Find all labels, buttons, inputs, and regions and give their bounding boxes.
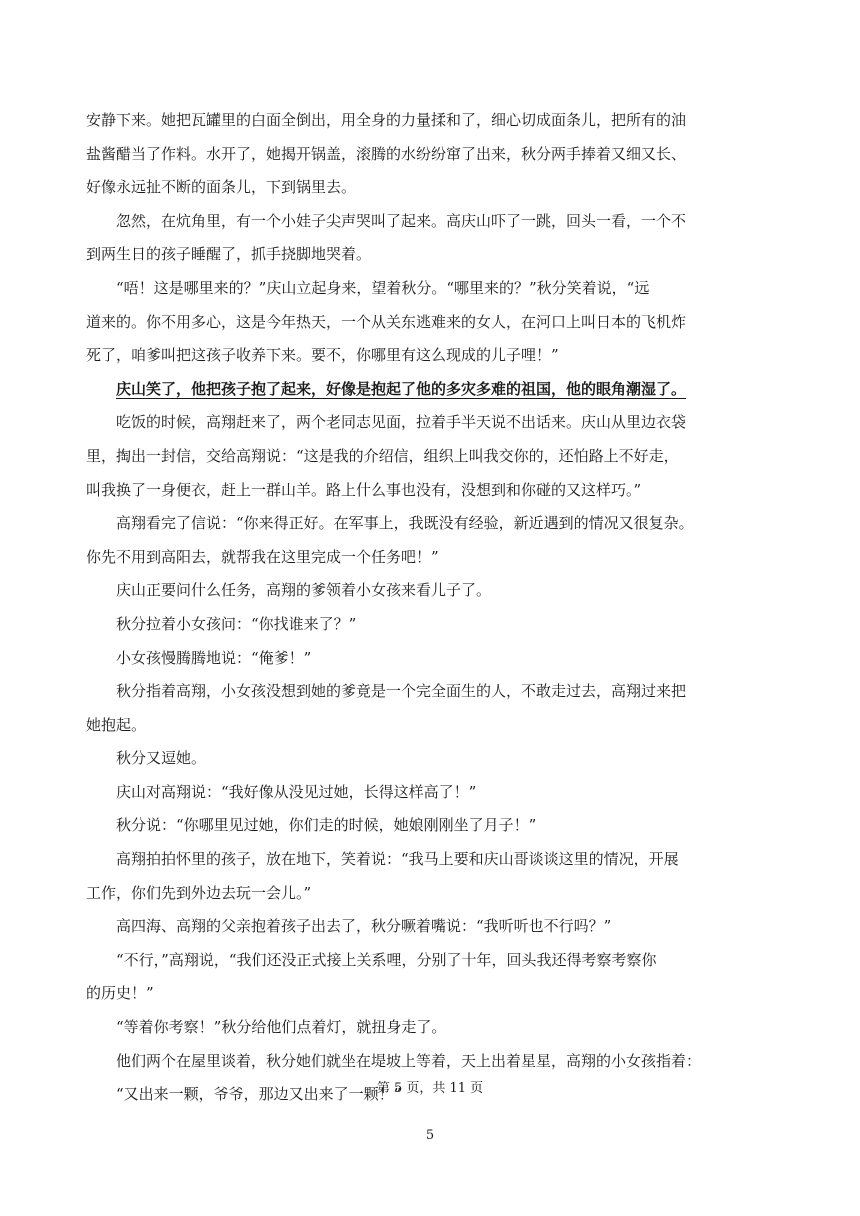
text-line: 高翔拍拍怀里的孩子，放在地下，笑着说：“我马上要和庆山哥谈谈这里的情况，开展 <box>116 850 679 869</box>
text-line: 工作，你们先到外边去玩一会儿。” <box>86 883 312 902</box>
text-line: 吃饭的时候，高翔赶来了，两个老同志见面，拉着手半天说不出话来。庆山从里边衣袋 <box>116 413 687 432</box>
highlighted-text: 庆山笑了，他把孩子抱了起来，好像是抱起了他的多灾多难的祖国，他的眼角潮湿了。 <box>116 379 687 398</box>
text-line: 庆山对高翔说：“我好像从没见过她，长得这样高了！” <box>116 782 477 801</box>
text-line: “又出来一颗，爷爷，那边又出来了一颗！” <box>116 1085 402 1104</box>
text-line: 庆山正要问什么任务，高翔的爹领着小女孩来看儿子了。 <box>116 581 492 600</box>
text-line: “唔！这是哪里来的？”庆山立起身来，望着秋分。“哪里来的？”秋分笑着说，“远 <box>116 278 650 297</box>
text-line: 的历史！” <box>86 984 154 1003</box>
text-line: 他们两个在屋里谈着，秋分她们就坐在堤坡上等着，天上出着星星，高翔的小女孩指着： <box>116 1051 702 1070</box>
text-line: 忽然，在炕角里，有一个小娃子尖声哭叫了起来。高庆山吓了一跳，回头一看，一个不 <box>116 211 687 230</box>
text-line: 小女孩慢腾腾地说：“俺爹！” <box>116 648 312 667</box>
underlined-bold-sentence <box>86 373 776 407</box>
text-line: “不行，”高翔说，“我们还没正式接上关系哩，分别了十年，回头我还得考察考察你 <box>116 950 657 969</box>
text-line: 到两生日的孩子睡醒了，抓手挠脚地哭着。 <box>86 245 372 264</box>
text-line: 秋分又逗她。 <box>116 749 207 768</box>
text-line: 叫我换了一身便衣，赶上一群山羊。路上什么事也没有，没想到和你碰的又这样巧。” <box>86 480 642 499</box>
text-line: 你先不用到高阳去，就帮我在这里完成一个任务吧！” <box>86 547 439 566</box>
document-body <box>86 104 776 1112</box>
text-line: 盐酱醋当了作料。水开了，她揭开锅盖，滚腾的水纷纷窜了出来，秋分两手捧着又细又长、 <box>86 144 687 163</box>
text-line: 秋分说：“你哪里见过她，你们走的时候，她娘刚刚坐了月子！” <box>116 816 537 835</box>
text-line: 道来的。你不用多心，这是今年热天，一个从关东逃难来的女人，在河口上叫日本的飞机炸 <box>86 312 687 331</box>
text-line: 死了，咱爹叫把这孩子收养下来。要不，你哪里有这么现成的儿子哩！” <box>86 346 559 365</box>
text-line: 里，掏出一封信，交给高翔说：“这是我的介绍信，组织上叫我交你的，还怕路上不好走， <box>86 446 679 465</box>
text-line: 她抱起。 <box>86 715 147 734</box>
page-number: 5 <box>425 1128 435 1143</box>
page-footer: 第 5 页，共 11 页 <box>376 1081 484 1096</box>
text-line: “等着你考察！”秋分给他们点着灯，就扭身走了。 <box>116 1018 447 1037</box>
text-line: 高四海、高翔的父亲抱着孩子出去了，秋分噘着嘴说：“我听听也不行吗？” <box>116 917 612 936</box>
text-line: 高翔看完了信说：“你来得正好。在军事上，我既没有经验，新近遇到的情况又很复杂。 <box>116 514 694 533</box>
text-line: 安静下来。她把瓦罐里的白面全倒出，用全身的力量揉和了，细心切成面条儿，把所有的油 <box>86 111 687 129</box>
text-line: 秋分拉着小女孩问：“你找谁来了？” <box>116 614 357 633</box>
text-line: 秋分指着高翔，小女孩没想到她的爹竟是一个完全面生的人，不敢走过去，高翔过来把 <box>116 682 687 701</box>
text-line: 好像永远扯不断的面条儿，下到锅里去。 <box>86 178 357 197</box>
